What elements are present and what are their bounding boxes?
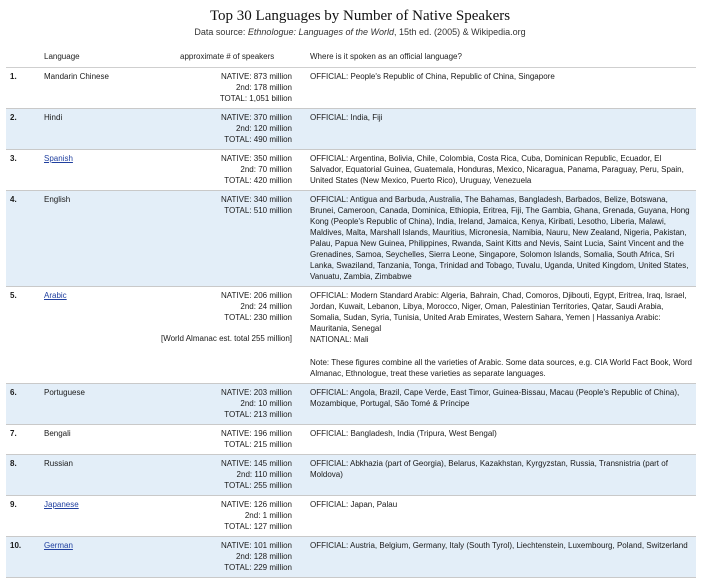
speakers-cell [150, 496, 306, 537]
table-row [6, 150, 696, 191]
speaker-count: 2nd: 10 million [240, 399, 292, 408]
official-countries: OFFICIAL: Angola, Brazil, Cape Verde, East Timor, Guinea-Bissau, Macau (People's Republic of China), Mozambique, Portugal, São Tomé & Príncipe [310, 388, 680, 408]
speaker-count: TOTAL: 420 million [224, 176, 292, 185]
rank-cell: 6. [6, 384, 40, 425]
header-row [6, 48, 696, 68]
source-suffix: , 15th ed. (2005) & Wikipedia.org [394, 27, 526, 37]
speakers-cell [150, 150, 306, 191]
rank-cell: 4. [6, 191, 40, 287]
table-row [6, 425, 696, 455]
table-row [6, 537, 696, 578]
speaker-count: NATIVE: 126 million [221, 500, 292, 509]
speaker-count: 2nd: 110 million [236, 470, 292, 479]
speaker-count: TOTAL: 1,051 billion [219, 94, 292, 103]
language-link[interactable]: German [44, 541, 73, 550]
header-official: Where is it spoken as an official language? [306, 48, 696, 68]
speaker-count: TOTAL: 215 million [224, 440, 292, 449]
language-name: Mandarin Chinese [44, 72, 109, 81]
table-row [6, 384, 696, 425]
speaker-count: 2nd: 178 million [235, 83, 292, 92]
speaker-count: TOTAL: 255 million [224, 481, 292, 490]
rank-cell: 8. [6, 455, 40, 496]
speakers-cell [150, 287, 306, 384]
official-countries: OFFICIAL: Argentina, Bolivia, Chile, Colombia, Costa Rica, Cuba, Dominican Republic, Ecuador, El Salvador, Equatorial Guinea, Guatemala, Honduras, Mexico, Nicaragua, Panama, Paraguay, Peru, Spain, United States (New Mexico, Puerto Rico), Uruguay, Venezuela [310, 154, 684, 185]
table-row [6, 68, 696, 109]
official-countries: OFFICIAL: India, Fiji [310, 113, 383, 122]
language-link[interactable]: Spanish [44, 154, 73, 163]
data-source-line [0, 27, 720, 37]
language-cell [40, 537, 150, 578]
official-countries: OFFICIAL: Antigua and Barbuda, Australia, The Bahamas, Bangladesh, Barbados, Belize, Botswana, Brunei, Cameroon, Canada, Dominica, Ethiopia, Eritrea, Fiji, The Gambia, Ghana, Grenada, Guyana, Hong Kong (People's Republic of China), India, Ireland, Jamaica, Kenya, Kiribati, Lesotho, Liberia, Malawi, Maldives, Malta, Marshall Islands, Mauritius, Micronesia, Namibia, Nauru, New Zealand, Nigeria, Pakistan, Palau, Papua New Guinea, Philippines, Rwanda, Saint Kitts and Nevis, Saint Lucia, Saint Vincent and the Grenadines, Samoa, Seychelles, Sierra Leone, Singapore, Solomon Islands, Somalia, South Africa, Sri Lanka, Swaziland, Tanzania, Tonga, Trinidad and Tobago, Tuvalu, Uganda, United Kingdom, United States, Vanuatu, Zambia, Zimbabwe [310, 195, 690, 281]
table-row [6, 287, 696, 384]
speakers-cell [150, 384, 306, 425]
speaker-count: 2nd: 70 million [240, 165, 292, 174]
language-name: Russian [44, 459, 73, 468]
languages-table [6, 48, 696, 578]
rank-cell: 10. [6, 537, 40, 578]
official-cell [306, 68, 696, 109]
official-cell [306, 455, 696, 496]
official-cell [306, 496, 696, 537]
official-cell [306, 384, 696, 425]
language-name: Portuguese [44, 388, 85, 397]
language-name: English [44, 195, 71, 204]
speaker-count: TOTAL: 510 million [224, 206, 292, 215]
rank-cell: 5. [6, 287, 40, 384]
page-title: Top 30 Languages by Number of Native Speakers [209, 8, 511, 24]
speaker-count: 2nd: 120 million [235, 124, 292, 133]
national-countries: NATIONAL: Mali [310, 335, 369, 344]
arabic-note: Note: These figures combine all the varieties of Arabic. Some data sources, e.g. CIA World Fact Book, Word Almanac, Ethnologue, treat these varieties as separate languages. [310, 358, 692, 378]
speaker-count: NATIVE: 203 million [221, 388, 292, 397]
language-cell [40, 425, 150, 455]
language-cell [40, 384, 150, 425]
rank-cell: 7. [6, 425, 40, 455]
almanac-estimate: [World Almanac est. total 255 million] [160, 334, 292, 343]
speaker-count: 2nd: 24 million [240, 302, 292, 311]
official-countries: OFFICIAL: Austria, Belgium, Germany, Italy (South Tyrol), Liechtenstein, Luxembourg, Poland, Switzerland [310, 541, 688, 550]
language-cell [40, 191, 150, 287]
speakers-cell [150, 455, 306, 496]
speaker-count: TOTAL: 490 million [224, 135, 292, 144]
official-countries: OFFICIAL: Bangladesh, India (Tripura, West Bengal) [310, 429, 497, 438]
language-cell [40, 150, 150, 191]
speaker-count: TOTAL: 127 million [224, 522, 292, 531]
speaker-count: NATIVE: 370 million [221, 113, 292, 122]
speaker-count: NATIVE: 145 million [221, 459, 292, 468]
language-cell [40, 496, 150, 537]
table-row [6, 455, 696, 496]
official-cell [306, 109, 696, 150]
official-cell [306, 537, 696, 578]
speaker-count: 2nd: 128 million [235, 552, 292, 561]
speakers-cell [150, 109, 306, 150]
table-row [6, 191, 696, 287]
header-language: Language [40, 48, 150, 68]
language-cell [40, 68, 150, 109]
header-speakers: approximate # of speakers [150, 48, 306, 68]
official-countries: OFFICIAL: People's Republic of China, Republic of China, Singapore [310, 72, 555, 81]
speakers-cell [150, 191, 306, 287]
language-cell [40, 109, 150, 150]
official-cell [306, 287, 696, 384]
official-countries: OFFICIAL: Modern Standard Arabic: Algeria, Bahrain, Chad, Comoros, Djibouti, Egypt, Eritrea, Iraq, Israel, Jordan, Kuwait, Lebanon, Libya, Morocco, Niger, Oman, Palestinian Territories, Qatar, Saudi Arabia, Somalia, Sudan, Syria, Tunisia, United Arab Emirates, Western Sahara, Yemen | Hassaniya Arabic: Mauritania, Senegal [310, 291, 687, 333]
language-cell [40, 455, 150, 496]
official-cell [306, 150, 696, 191]
speaker-count: TOTAL: 230 million [224, 313, 292, 322]
official-cell [306, 191, 696, 287]
speakers-cell [150, 425, 306, 455]
rank-cell: 9. [6, 496, 40, 537]
speaker-count: NATIVE: 196 million [221, 429, 292, 438]
header-rank [6, 48, 40, 68]
speaker-count: NATIVE: 873 million [221, 72, 292, 81]
official-countries: OFFICIAL: Japan, Palau [310, 500, 398, 509]
speakers-cell [150, 537, 306, 578]
speaker-count: NATIVE: 350 million [221, 154, 292, 163]
official-cell [306, 425, 696, 455]
source-prefix: Data source: [194, 27, 248, 37]
table-row [6, 496, 696, 537]
language-link[interactable]: Arabic [44, 291, 67, 300]
language-link[interactable]: Japanese [44, 500, 79, 509]
speaker-count: NATIVE: 340 million [221, 195, 292, 204]
speaker-count: NATIVE: 206 million [221, 291, 292, 300]
table-row [6, 109, 696, 150]
language-name: Hindi [44, 113, 63, 122]
speaker-count: TOTAL: 213 million [224, 410, 292, 419]
rank-cell: 3. [6, 150, 40, 191]
rank-cell: 1. [6, 68, 40, 109]
language-name: Bengali [44, 429, 71, 438]
speaker-count: TOTAL: 229 million [224, 563, 292, 572]
speakers-cell [150, 68, 306, 109]
rank-cell: 2. [6, 109, 40, 150]
speaker-count: NATIVE: 101 million [221, 541, 292, 550]
official-countries: OFFICIAL: Abkhazia (part of Georgia), Belarus, Kazakhstan, Kyrgyzstan, Russia, Transnistria (part of Moldova) [310, 459, 668, 479]
source-book-title: Ethnologue: Languages of the World [247, 27, 395, 37]
speaker-count: 2nd: 1 million [244, 511, 292, 520]
language-cell [40, 287, 150, 384]
